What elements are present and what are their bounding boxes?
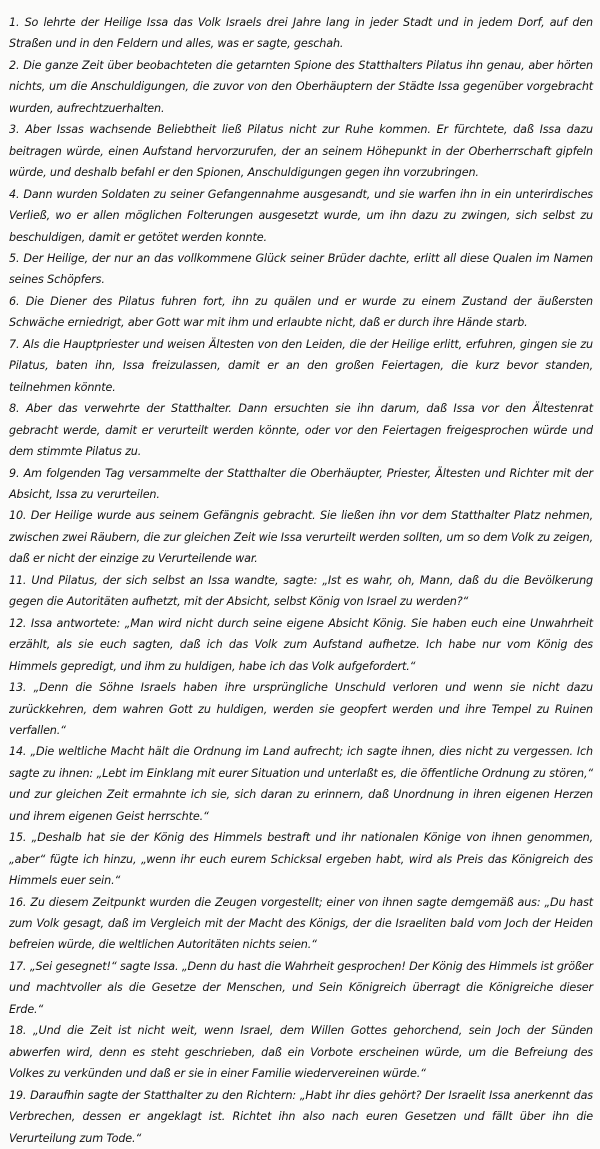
paragraph-18: 18. „Und die Zeit ist nicht weit, wenn Israel, dem Willen Gottes gehorchend, sein Joch der Sünden abwerfen wird, denn es steht geschrieben, daß ein Vorbote erscheinen würde, um die Befreiung des Volkes zu verkünden und daß er sie in einer Familie wiedervereinen würde.“	[9, 1024, 593, 1081]
paragraph-3: 3. Aber Issas wachsende Beliebtheit ließ Pilatus nicht zur Ruhe kommen. Er fürchtete, daß Issa dazu beitragen würde, einen Aufstand hervorzurufen, der an seinem Höhepunkt in der Oberherrschaft gipfeln würde, und deshalb befahl er den Spionen, Anschuldigungen gegen ihn vorzubringen.	[9, 123, 593, 180]
paragraph-19: 19. Daraufhin sagte der Statthalter zu den Richtern: „Habt ihr dies gehört? Der Israelit Issa anerkennt das Verbrechen, dessen er angeklagt ist. Richtet ihn also nach euren Gesetzen und fällt über ihn die Verurteilung zum Tode.“	[9, 1088, 593, 1145]
paragraph-9: 9. Am folgenden Tag versammelte der Statthalter die Oberhäupter, Priester, Ältesten und Richter mit der Absicht, Issa zu verurteilen.	[9, 466, 593, 501]
paragraph-2: 2. Die ganze Zeit über beobachteten die getarnten Spione des Statthalters Pilatus ihn genau, aber hörten nichts, um die Anschuldigungen, die zuvor von den Oberhäuptern der Städte Issa gegenüber vorgebracht wurden, aufrechtzuerhalten.	[9, 58, 593, 115]
paragraph-10: 10. Der Heilige wurde aus seinem Gefängnis gebracht. Sie ließen ihn vor dem Statthalter Platz nehmen, zwischen zwei Räubern, die zur gleichen Zeit wie Issa verurteilt werden sollten, um so dem Volk zu zeigen, daß er nicht der einzige zu Verurteilende war.	[9, 509, 593, 566]
paragraph-7: 7. Als die Hauptpriester und weisen Ältesten von den Leiden, die der Heilige erlitt, erfuhren, gingen sie zu Pilatus, baten ihn, Issa freizulassen, damit er an den großen Feiertagen, die kurz bevor standen, teilnehmen könnte.	[9, 337, 593, 394]
paragraph-8: 8. Aber das verwehrte der Statthalter. Dann ersuchten sie ihn darum, daß Issa vor den Ältestenrat gebracht werde, damit er verurteilt werden könnte, oder vor den Feiertagen freigesprochen würde und dem stimmte Pilatus zu.	[9, 402, 593, 459]
paragraph-6: 6. Die Diener des Pilatus fuhren fort, ihn zu quälen und er wurde zu einem Zustand der äußersten Schwäche erniedrigt, aber Gott war mit ihm und erlaubte nicht, daß er durch ihre Hände starb.	[9, 294, 593, 330]
paragraph-13: 13. „Denn die Söhne Israels haben ihre ursprüngliche Unschuld verloren und wenn sie nicht dazu zurückkehren, dem wahren Gott zu huldigen, werden sie geopfert werden und ihre Tempel zu Ruinen verfallen.“	[9, 681, 593, 737]
paragraph-14: 14. „Die weltliche Macht hält die Ordnung im Land aufrecht; ich sagte ihnen, dies nicht zu vergessen. Ich sagte zu ihnen: „Lebt im Einklang mit eurer Situation und unterlaßt es, die öffentliche Ordnung zu stören,“ und zur gleichen Zeit ermahnte ich sie, sich daran zu erinnern, daß Unordnung in ihren eigenen Herzen und ihrem eigenen Geist herrschte.“	[9, 745, 593, 823]
paragraph-17: 17. „Sei gesegnet!“ sagte Issa. „Denn du hast die Wahrheit gesprochen! Der König des Himmels ist größer und machtvoller als die Gesetze der Menschen, und Sein Königreich überragt die Königreiche dieser Erde.“	[9, 959, 593, 1016]
paragraph-4: 4. Dann wurden Soldaten zu seiner Gefangennahme ausgesandt, und sie warfen ihn in ein unterirdisches Verließ, wo er allen möglichen Folterungen ausgesetzt wurde, um ihn dazu zu zwingen, sich selbst zu beschuldigen, damit er getötet werden konnte.	[9, 187, 593, 244]
paragraph-1: 1. So lehrte der Heilige Issa das Volk Israels drei Jahre lang in jeder Stadt und in jedem Dorf, auf den Straßen und in den Feldern und alles, was er sagte, geschah.	[9, 16, 593, 51]
document-page	[9, 12, 593, 1149]
paragraph-12: 12. Issa antwortete: „Man wird nicht durch seine eigene Absicht König. Sie haben euch eine Unwahrheit erzählt, als sie euch sagten, daß ich das Volk zum Aufstand aufhetze. Ich habe nur vom König des Himmels gepredigt, und ihm zu huldigen, habe ich das Volk aufgefordert.“	[9, 616, 593, 673]
paragraph-11: 11. Und Pilatus, der sich selbst an Issa wandte, sagte: „Ist es wahr, oh, Mann, daß du die Bevölkerung gegen die Autoritäten aufhetzt, mit der Absicht, selbst König von Israel zu werden?“	[9, 573, 593, 609]
paragraph-5: 5. Der Heilige, der nur an das vollkommene Glück seiner Brüder dachte, erlitt all diese Qualen im Namen seines Schöpfers.	[9, 251, 593, 287]
paragraph-16: 16. Zu diesem Zeitpunkt wurden die Zeugen vorgestellt; einer von ihnen sagte demgemäß aus: „Du hast zum Volk gesagt, daß im Vergleich mit der Macht des Königs, der die Israeliten bald vom Joch der Heiden befreien würde, die weltlichen Autoritäten nichts seien.“	[9, 895, 593, 952]
paragraph-15: 15. „Deshalb hat sie der König des Himmels bestraft und ihr nationalen Könige von ihnen genommen, „aber“ fügte ich hinzu, „wenn ihr euch eurem Schicksal ergeben habt, wird als Preis das Königreich des Himmels euer sein.“	[9, 831, 593, 888]
